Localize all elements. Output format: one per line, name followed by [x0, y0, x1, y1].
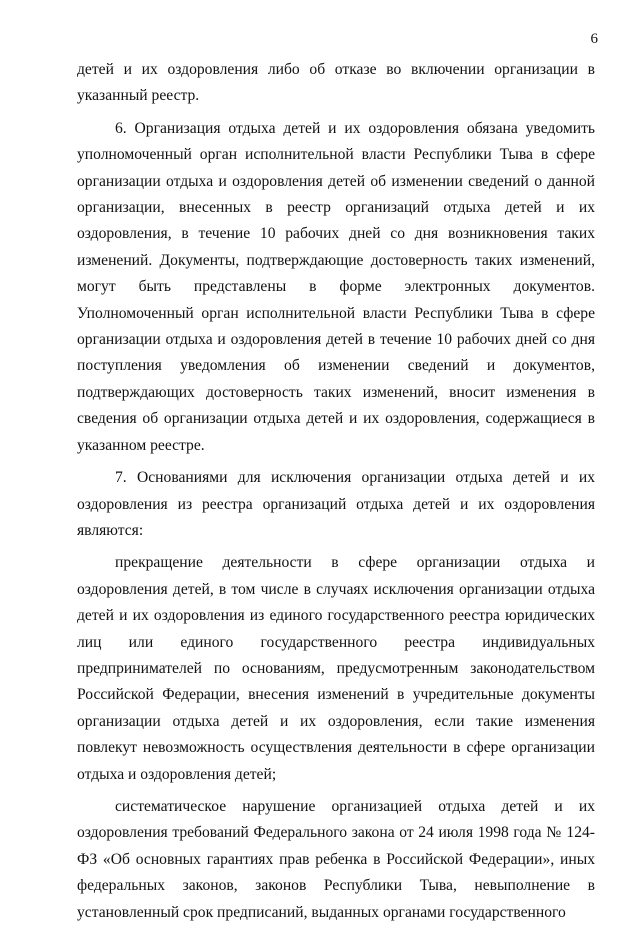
paragraph-item-7: 7. Основаниями для исключения организации отдыха детей и их оздоровления из реестра организаций отдыха детей и их оздоровления являются: — [77, 469, 595, 539]
paragraph-ground-violation: систематическое нарушение организацией отдыха детей и их оздоровления требований Федерального закона от 24 июля 1998 года № 124-ФЗ «Об основных гарантиях прав ребенка в Российской Федерации», иных федеральных законов, законов Республики Тыва, невыполнение в установленный срок предписаний, выданных органами государственного — [77, 797, 595, 921]
paragraph-item-6: 6. Организация отдыха детей и их оздоровления обязана уведомить уполномоченный орган исполнительной власти Республики Тыва в сфере организации отдыха и оздоровления детей об изменении сведений о данной организации, внесенных в реестр организаций отдыха детей и их оздоровления, в течение 10 рабочих дней со дня возникновения таких изменений. Документы, подтверждающие достоверность таких изменений, могут быть представлены в форме электронных документов. Уполномоченный орган исполнительной власти Республики Тыва в сфере организации отдыха и оздоровления детей в течение 10 рабочих дней со дня поступления уведомления об изменении сведений и документов, подтверждающих достоверность таких изменений, вносит изменения в сведения об организации отдыха детей и их оздоровления, содержащиеся в указанном реестре. — [77, 119, 595, 454]
paragraph-ground-termination: прекращение деятельности в сфере организации отдыха и оздоровления детей, в том числе в случаях исключения организации отдыха детей и их оздоровления из единого государственного реестра юридических лиц или единого государственного реестра индивидуальных предпринимателей по основаниям, предусмотренным законодательством Российской Федерации, внесения изменений в учредительные документы организации отдыха детей и их оздоровления, если такие изменения повлекут невозможность осуществления деятельности в сфере организации отдыха и оздоровления детей; — [77, 554, 595, 783]
page-number: 6 — [590, 31, 598, 47]
document-body — [77, 57, 595, 926]
paragraph-continuation: детей и их оздоровления либо об отказе во включении организации в указанный реестр. — [77, 61, 595, 105]
